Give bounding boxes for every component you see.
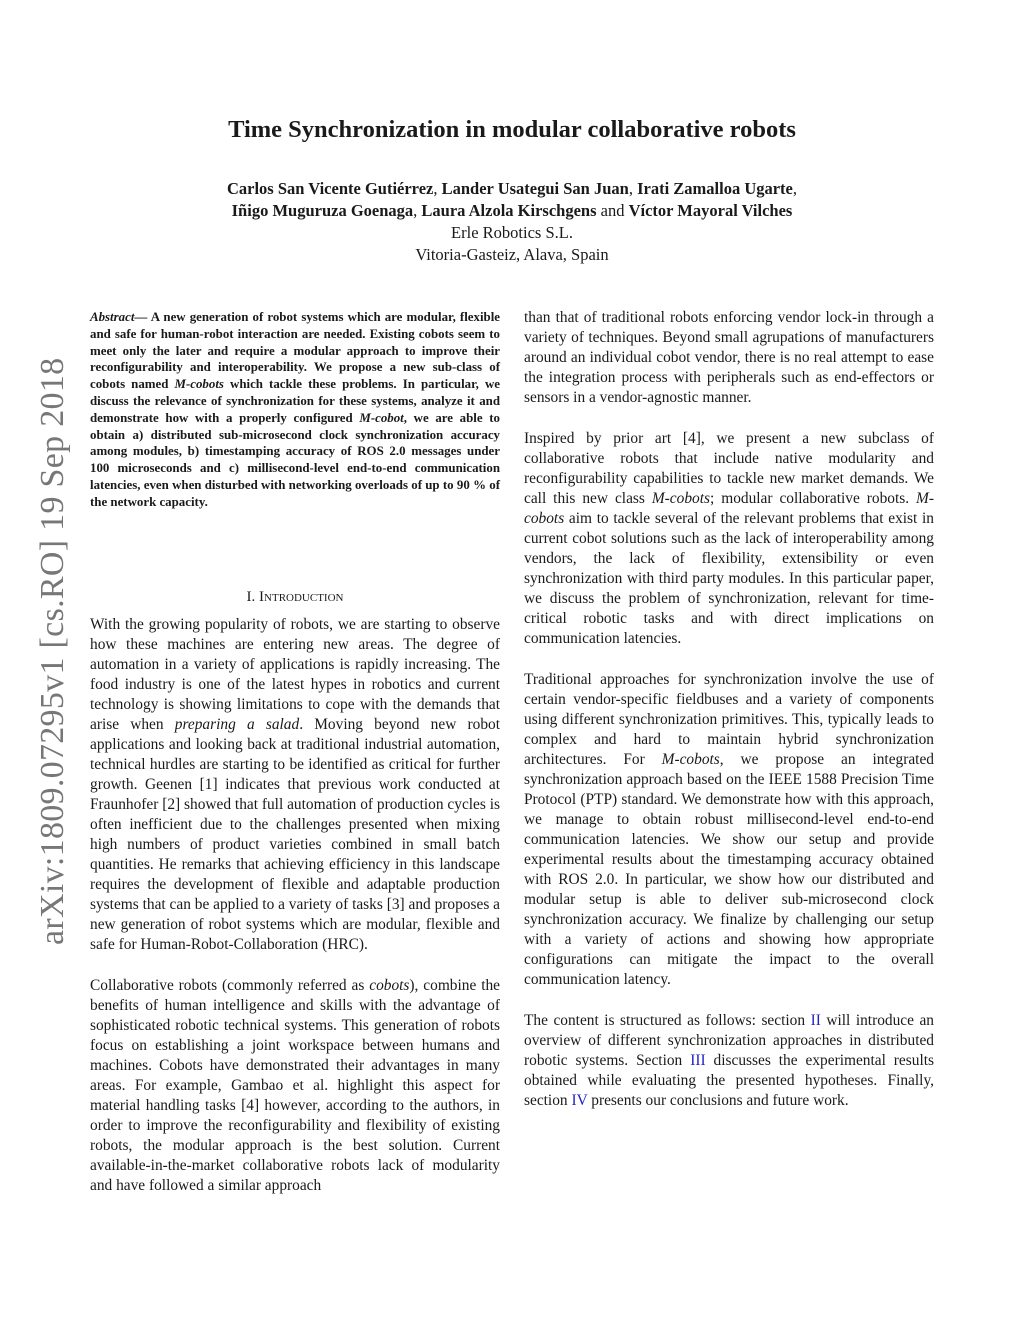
paragraph-text: presents our conclusions and future work. <box>587 1092 849 1109</box>
abstract <box>90 309 500 511</box>
paragraph-text: M-cobots <box>651 490 710 507</box>
text-segment: , <box>413 201 422 220</box>
organization: Erle Robotics S.L. <box>451 223 573 242</box>
section-heading-introduction <box>90 587 500 607</box>
paragraph-text: ), combine the benefits of human intelligence and skills with the advantage of sophisticated robotic technical systems. This generation of robots focus on establishing a joint workspace between humans and machines. Cobots have demonstrated their advantages in many areas. For example, Gambao et al. highlight this aspect for material handling tasks [4] however, according to the authors, in order to improve the reconfigurability and flexibility of existing robots, the modular approach is the best solution. Current available-in-the-market collaborative robots lack of modularity and have followed a similar approach <box>90 977 500 1194</box>
left-column <box>90 587 500 1217</box>
text-segment: , <box>628 179 638 198</box>
paragraph-text: Inspired by prior art [4], we present a new subclass of collaborative robots that include native modularity and reconfigurability capabilities to tackle new market demands. We call this new class <box>524 430 934 507</box>
paragraph-text: than that of traditional robots enforcing vendor lock-in through a variety of techniques. Beyond small agrupations of manufacturers around an individual cobot vendor, there is no real attempt to ease the integration process with peripherals such as end-effectors or sensors in a vendor-agnostic manner. <box>524 309 934 406</box>
paragraph-text: will introduce an overview of different synchronization approaches in distributed robotic systems. Section <box>524 1012 934 1069</box>
text-segment: and <box>596 201 629 220</box>
abstract-text: Abstract <box>90 310 135 324</box>
author-name: Lander Usategui San Juan <box>441 179 629 198</box>
paragraph-text: discusses the experimental results obtained while evaluating the presented hypotheses. Finally, section <box>524 1052 934 1109</box>
abstract-text: M-cobots <box>174 377 224 392</box>
section-title: Introduction <box>259 589 344 605</box>
paragraph <box>90 976 500 1196</box>
text-segment: , <box>433 179 442 198</box>
paragraph <box>524 670 934 990</box>
abstract-text: — A new generation of robot systems which are modular, flexible and safe for human-robot interaction are needed. Existing cobots seem to meet only the later and require a modular approach to improve their reconfigurability and interoperability. We propose a new sub-class of cobots named <box>90 310 500 392</box>
paragraph-text: ; modular collaborative robots. <box>709 490 917 507</box>
paragraph-text: , we propose an integrated synchronization approach based on the IEEE 1588 Precision Time Protocol (PTP) standard. We demonstrate how with this approach, we manage to obtain robust millisecond-level end-to-end communication latencies. We show our setup and provide experimental results about the timestamping accuracy obtained with ROS 2.0. In particular, we show how our distributed and modular setup is able to deliver sub-microsecond clock synchronization accuracy. We finalize by challenging our setup with a variety of actions and showing how appropriate configurations can mitigate the impact to the overall communication latency. <box>524 751 934 988</box>
author-line-2 <box>0 200 1024 222</box>
section-reference-link[interactable]: III <box>690 1052 706 1069</box>
author-name: Carlos San Vicente Gutiérrez <box>226 179 434 198</box>
paragraph-text: aim to tackle several of the relevant problems that exist in current cobot solutions such as the lack of interoperability among vendors, the lack of flexibility, extensibility or even synchronization with third party modules. In this particular paper, we discuss the problem of synchronization, relevant for time-critical robotic tasks and with direct implications on communication latencies. <box>524 510 934 647</box>
section-reference-link[interactable]: II <box>810 1012 821 1029</box>
section-reference-link[interactable]: IV <box>571 1092 588 1109</box>
section-number: I. <box>246 589 256 605</box>
location: Vitoria-Gasteiz, Alava, Spain <box>415 245 609 264</box>
abstract-text: M-cobot <box>359 410 404 425</box>
paragraph-text: . Moving beyond new robot applications and looking back at traditional industrial automation, technical hurdles are starting to be identified as critical for further growth. Geenen [1] indicates that previous work conducted at Fraunhofer [2] showed that full automation of production cycles is often inefficient due to the challenges presented when mixing high numbers of product varieties combined in small batch quantities. He remarks that achieving efficiency in this landscape requires the development of flexible and adaptable production systems that can be applied to a variety of tasks [3] and proposes a new generation of robot systems which are modular, flexible and safe for Human-Robot-Collaboration (HRC). <box>90 716 500 953</box>
paragraph-text: preparing a salad <box>174 716 300 733</box>
paragraph-text: The content is structured as follows: section <box>524 1012 811 1029</box>
paragraph-text: M-cobots <box>661 751 720 768</box>
author-name: Irati Zamalloa Ugarte <box>637 179 793 198</box>
paragraph <box>524 1011 934 1111</box>
abstract-text: which tackle these problems. In particular, we discuss the relevance of synchronization for these systems, analyze it and demonstrate how with a properly configured <box>90 377 500 425</box>
abstract-text: , we are able to obtain a) distributed sub-microsecond clock synchronization accuracy among modules, b) timestamping accuracy of ROS 2.0 messages under 100 microseconds and c) millisecond-level end-to-end communication latencies, even when disturbed with networking overloads of up to 90 % of the network capacity. <box>90 410 500 509</box>
author-line-1 <box>0 178 1024 200</box>
paragraph-text: Collaborative robots (commonly referred as <box>90 977 370 994</box>
paragraph-text: M-cobots <box>524 490 934 527</box>
author-name: Iñigo Muguruza Goenaga <box>231 201 414 220</box>
paragraph-text: cobots <box>369 977 410 994</box>
author-name: Laura Alzola Kirschgens <box>421 201 597 220</box>
author-name: Víctor Mayoral Vilches <box>628 201 793 220</box>
paragraph <box>90 615 500 955</box>
paper-title: Time Synchronization in modular collaborative robots <box>228 116 796 143</box>
paragraph <box>524 429 934 649</box>
text-segment: , <box>792 179 798 198</box>
arxiv-identifier-stamp: arXiv:1809.07295v1 [cs.RO] 19 Sep 2018 <box>34 357 71 945</box>
right-column <box>524 308 934 1132</box>
paragraph-text: Traditional approaches for synchronization involve the use of certain vendor-specific fieldbuses and a variety of components using different synchronization primitives. This, typically leads to complex and hard to maintain hybrid synchronization architectures. For <box>524 671 934 768</box>
author-block <box>0 178 1024 266</box>
paragraph <box>524 308 934 408</box>
paragraph-text: With the growing popularity of robots, we are starting to observe how these machines are entering new areas. The degree of automation in a variety of applications is rapidly increasing. The food industry is one of the latest hypes in robotics and current technology is showing limitations to cope with the demands that arise when <box>90 616 500 733</box>
